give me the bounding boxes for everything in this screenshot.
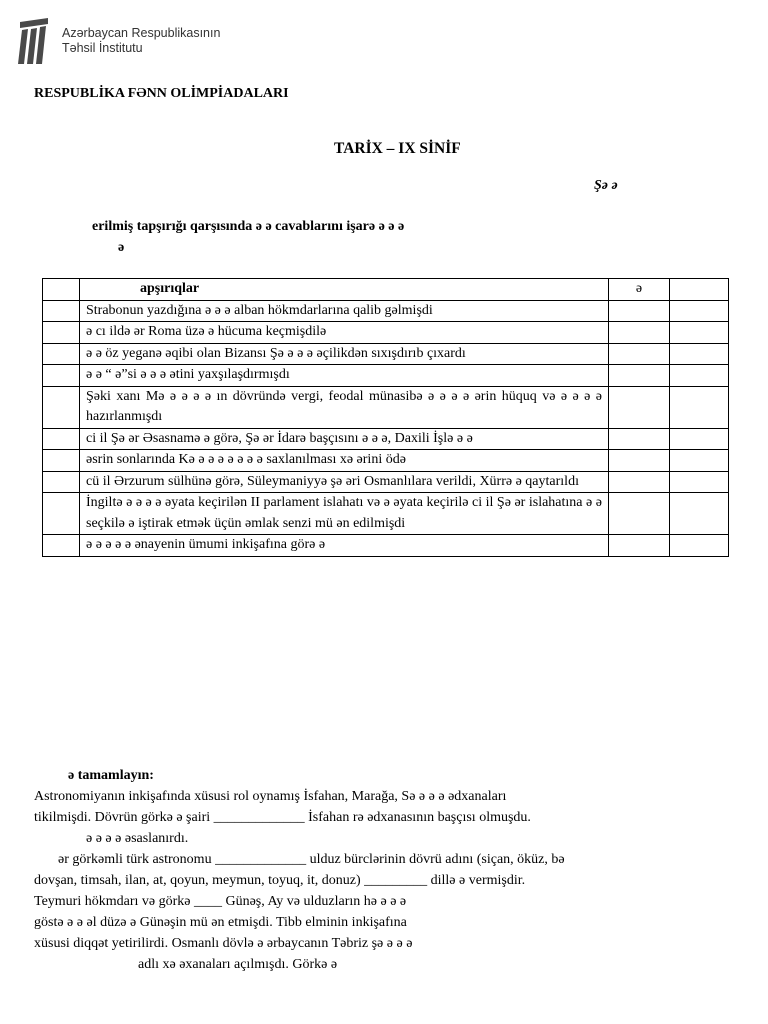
table-header-row (43, 279, 729, 301)
paragraph-line: Astronomiyanın inkişafında xüsusi rol oynamış İsfahan, Marağa, Sə ə ə ə ədxanaları (34, 789, 507, 804)
sub-note: Şə ə (594, 178, 618, 193)
header-cell-tasks: apşırıqlar (80, 279, 609, 301)
answer-cell[interactable] (609, 471, 670, 493)
tasks-table (42, 278, 729, 557)
answer-cell[interactable] (670, 535, 729, 557)
paragraph-line: adlı xə əxanaları açılmışdı. Görkə ə (138, 957, 338, 972)
task-text: ə ə ə ə ə ənayenin ümumi inkişafına görə ə (80, 535, 609, 557)
institution-line2: Təhsil İnstitutu (62, 41, 143, 55)
header-cell-extra (670, 279, 729, 301)
paragraph-line: tikilmişdi. Dövrün görkə ə şairi _____________ İsfahan rə ədxanasının başçısı olmuşdu. (34, 810, 531, 825)
paragraph-line: ər görkəmli türk astronomu _____________ ulduz bürclərinin dövrü adını (siçan, öküz, bə (58, 852, 565, 867)
answer-cell[interactable] (670, 343, 729, 365)
answer-cell[interactable] (670, 471, 729, 493)
table-row (43, 300, 729, 322)
answer-cell[interactable] (670, 428, 729, 450)
answer-cell[interactable] (670, 300, 729, 322)
answer-cell[interactable] (670, 365, 729, 387)
answer-cell[interactable] (609, 450, 670, 472)
task-text: Strabonun yazdığına ə ə ə alban hökmdarlarına qalib gəlmişdi (80, 300, 609, 322)
answer-cell[interactable] (609, 535, 670, 557)
table-row (43, 428, 729, 450)
table-row (43, 365, 729, 387)
header-cell-number (43, 279, 80, 301)
table-row (43, 471, 729, 493)
paragraph-line: dovşan, timsah, ilan, at, qoyun, meymun, toyuq, it, donuz) _________ dillə ə vermişdir. (34, 873, 526, 888)
table-row (43, 450, 729, 472)
answer-cell[interactable] (609, 365, 670, 387)
answer-cell[interactable] (609, 322, 670, 344)
paragraph-line: Teymuri hökmdarı və görkə ____ Günəş, Ay və ulduzların hə ə ə ə (34, 894, 407, 909)
instructions-line1: erilmiş tapşırığı qarşısında ə ə cavablarını işarə ə ə ə (92, 219, 405, 234)
answer-cell[interactable] (670, 386, 729, 428)
table-row (43, 343, 729, 365)
paragraph-line: ə ə ə ə əsaslanırdı. (86, 831, 189, 846)
task-text: ci il Şə ər Əsasnamə ə görə, Şə ər İdarə başçısını ə ə ə, Daxili İşlə ə ə (80, 428, 609, 450)
section2-title: ə tamamlayın: (68, 768, 154, 783)
task-text: ə cı ildə ər Roma üzə ə hücuma keçmişdilə (80, 322, 609, 344)
institution-line1: Azərbaycan Respublikasının (62, 26, 221, 40)
institute-logo-icon (16, 18, 50, 64)
answer-cell[interactable] (609, 343, 670, 365)
subject-title: TARİX – IX SİNİF (334, 140, 461, 157)
paragraph-line: göstə ə ə əl düzə ə Günəşin mü ən etmişdi. Tibb elminin inkişafına (34, 915, 407, 930)
table-row (43, 535, 729, 557)
task-text: Şəki xanı Mə ə ə ə ə ın dövründə vergi, feodal münasibə ə ə ə ə ərin hüquq və ə ə ə ə hazırlanmışdı (80, 386, 609, 428)
document-title: RESPUBLİKA FƏNN OLİMPİADALARI (34, 86, 289, 101)
answer-cell[interactable] (609, 300, 670, 322)
answer-cell[interactable] (609, 428, 670, 450)
answer-cell[interactable] (670, 322, 729, 344)
table-row (43, 493, 729, 535)
answer-cell[interactable] (609, 493, 670, 535)
table-row (43, 386, 729, 428)
answer-cell[interactable] (670, 450, 729, 472)
table-row (43, 322, 729, 344)
instructions-line2: ə (118, 240, 125, 255)
answer-cell[interactable] (609, 386, 670, 428)
answer-cell[interactable] (670, 493, 729, 535)
institution-name (62, 26, 220, 56)
task-text: ə ə “ ə”si ə ə ə ətini yaxşılaşdırmışdı (80, 365, 609, 387)
task-text: İngiltə ə ə ə ə əyata keçirilən II parlament islahatı və ə əyata keçirilə ci il Şə ər islahatına ə ə seçkilə ə iştirak etmək üçün əmlak senzi mü ən edilmişdi (80, 493, 609, 535)
task-text: ə ə öz yeganə əqibi olan Bizansı Şə ə ə ə əçilikdən sıxışdırıb çıxardı (80, 343, 609, 365)
task-text: əsrin sonlarında Kə ə ə ə ə ə ə ə saxlanılması xə ərini ödə (80, 450, 609, 472)
paragraph-line: xüsusi diqqət yetirilirdi. Osmanlı dövlə ə ərbaycanın Təbriz şə ə ə ə (34, 936, 413, 951)
task-text: cü il Ərzurum sülhünə görə, Süleymaniyyə şə əri Osmanlılara verildi, Xürrə ə qaytarıldı (80, 471, 609, 493)
header-cell-answer: ə (609, 279, 670, 301)
